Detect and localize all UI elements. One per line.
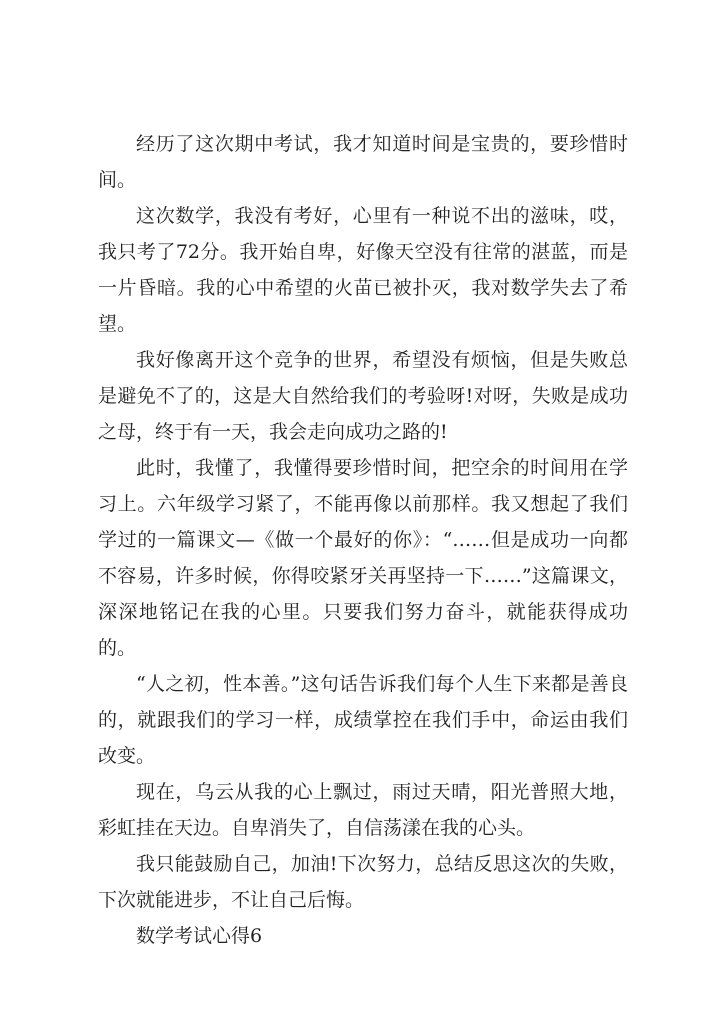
- paragraph-2: 这次数学，我没有考好，心里有一种说不出的滋味，哎，我只考了72分。我开始自卑，好像天空没有往常的湛蓝，而是一片昏暗。我的心中希望的火苗已被扑灭，我对数学失去了希望。: [98, 205, 628, 335]
- section-heading: 数学考试心得6: [136, 925, 263, 947]
- paragraph-1: 经历了这次期中考试，我才知道时间是宝贵的，要珍惜时间。: [98, 133, 628, 191]
- paragraph-5: “人之初，性本善。”这句话告诉我们每个人生下来都是善良的，就跟我们的学习一样，成绩掌控在我们手中，命运由我们改变。: [98, 673, 628, 767]
- paragraph-4: 此时，我懂了，我懂得要珍惜时间，把空余的时间用在学习上。六年级学习紧了，不能再像以前那样。我又想起了我们学过的一篇课文—《做一个最好的你》：“……但是成功一向都不容易，许多时候，你得咬紧牙关再坚持一下……”这篇课文，深深地铭记在我的心里。只要我们努力奋斗，就能获得成功的。: [98, 457, 628, 659]
- paragraph-6: 现在，乌云从我的心上飘过，雨过天晴，阳光普照大地，彩虹挂在天边。自卑消失了，自信荡漾在我的心头。: [98, 781, 628, 839]
- paragraph-7: 我只能鼓励自己，加油!下次努力，总结反思这次的失败，下次就能进步，不让自己后悔。: [98, 853, 628, 911]
- paragraph-3: 我好像离开这个竞争的世界，希望没有烦恼，但是失败总是避免不了的，这是大自然给我们的考验呀!对呀，失败是成功之母，终于有一天，我会走向成功之路的!: [98, 349, 628, 443]
